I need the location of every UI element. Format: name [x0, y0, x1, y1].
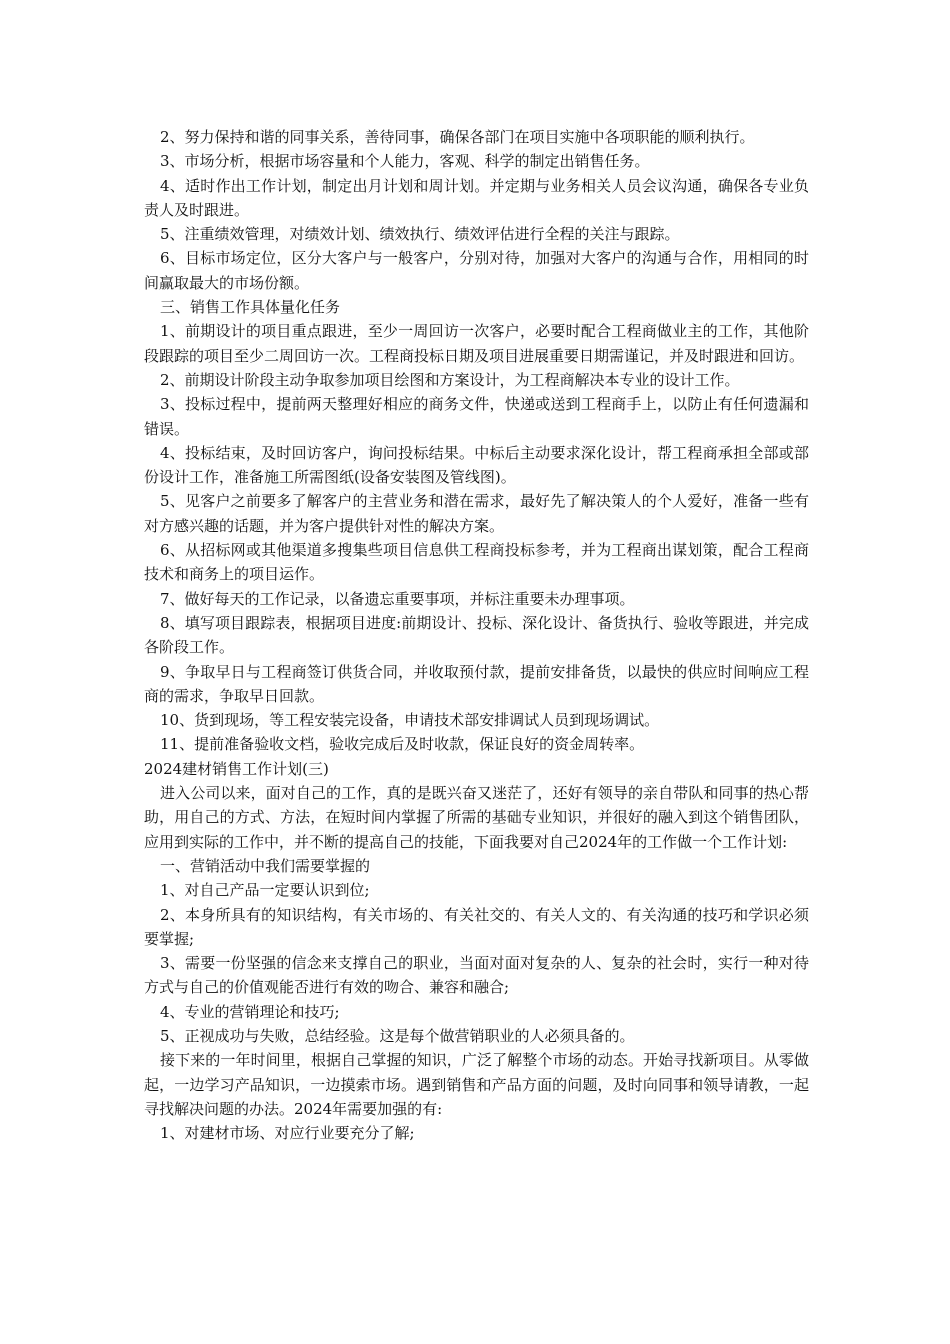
plan-title: 2024建材销售工作计划(三): [144, 759, 329, 778]
task-item-1: 1、前期设计的项目重点跟进，至少一周回访一次客户，必要时配合工程商做业主的工作，其他阶段跟踪的项目至少二周回访一次。工程商投标日期及项目进展重要日期需谨记，并及时跟进和回访。: [144, 322, 809, 365]
improvement-item-1: 1、对建材市场、对应行业要充分了解;: [160, 1124, 415, 1143]
task-item-5: 5、见客户之前要多了解客户的主营业务和潜在需求，最好先了解决策人的个人爱好，准备一些有对方感兴趣的话题，并为客户提供针对性的解决方案。: [144, 492, 809, 535]
paragraph-item-2: 2、努力保持和谐的同事关系，善待同事，确保各部门在项目实施中各项职能的顺利执行。: [160, 128, 755, 146]
marketing-item-5: 5、正视成功与失败，总结经验。这是每个做营销职业的人必须具备的。: [160, 1026, 635, 1045]
task-item-4: 4、投标结束，及时回访客户，询问投标结果。中标后主动要求深化设计，帮工程商承担全部或部份设计工作，准备施工所需图纸(设备安装图及管线图)。: [144, 443, 809, 487]
paragraph-item-6: 6、目标市场定位，区分大客户与一般客户，分别对待，加强对大客户的沟通与合作，用相同的时间赢取最大的市场份额。: [144, 249, 809, 292]
task-item-2: 2、前期设计阶段主动争取参加项目绘图和方案设计，为工程商解决本专业的设计工作。: [160, 370, 740, 389]
marketing-item-3: 3、需要一份坚强的信念来支撑自己的职业，当面对面对复杂的人、复杂的社会时，实行一种对待方式与自己的价值观能否进行有效的吻合、兼容和融合;: [144, 954, 809, 997]
task-item-9: 9、争取早日与工程商签订供货合同，并收取预付款，提前安排备货，以最快的供应时间响应工程商的需求，争取早日回款。: [144, 662, 809, 705]
paragraph-item-5: 5、注重绩效管理，对绩效计划、绩效执行、绩效评估进行全程的关注与跟踪。: [160, 225, 680, 244]
task-item-3: 3、投标过程中，提前两天整理好相应的商务文件，快递或送到工程商手上，以防止有任何遗漏和错误。: [144, 395, 809, 438]
intro-paragraph: 进入公司以来，面对自己的工作，真的是既兴奋又迷茫了，还好有领导的亲自带队和同事的热心帮助，用自己的方式、方法，在短时间内掌握了所需的基础专业知识，并很好的融入到这个销售团队，应用到实际的工作中，并不断的提高自己的技能，下面我要对自己2024年的工作做一个工作计划:: [144, 784, 809, 851]
task-item-10: 10、货到现场，等工程安装完设备，申请技术部安排调试人员到现场调试。: [160, 711, 660, 730]
next-year-paragraph: 接下来的一年时间里，根据自己掌握的知识，广泛了解整个市场的动态。开始寻找新项目。从零做起，一边学习产品知识，一边摸索市场。遇到销售和产品方面的问题，及时向同事和领导请教，一起寻找解决问题的办法。2024年需要加强的有:: [144, 1051, 809, 1118]
paragraph-item-3: 3、市场分析，根据市场容量和个人能力，客观、科学的制定出销售任务。: [160, 152, 650, 171]
task-item-8: 8、填写项目跟踪表，根据项目进度:前期设计、投标、深化设计、备货执行、验收等跟进，并完成各阶段工作。: [144, 613, 809, 657]
task-item-7: 7、做好每天的工作记录，以备遗忘重要事项，并标注重要未办理事项。: [160, 589, 635, 608]
paragraph-item-4: 4、适时作出工作计划，制定出月计划和周计划。并定期与业务相关人员会议沟通，确保各专业负责人及时跟进。: [144, 176, 809, 219]
marketing-item-4: 4、专业的营销理论和技巧;: [160, 1002, 340, 1021]
marketing-item-1: 1、对自己产品一定要认识到位;: [160, 881, 370, 900]
section-heading-quantified-tasks: 三、销售工作具体量化任务: [160, 298, 341, 317]
section-heading-marketing: 一、营销活动中我们需要掌握的: [160, 856, 371, 875]
marketing-item-2: 2、本身所具有的知识结构，有关市场的、有关社交的、有关人文的、有关沟通的技巧和学识必须要掌握;: [144, 905, 809, 948]
task-item-11: 11、提前准备验收文档，验收完成后及时收款，保证良好的资金周转率。: [160, 735, 645, 754]
task-item-6: 6、从招标网或其他渠道多搜集些项目信息供工程商投标参考，并为工程商出谋划策，配合工程商技术和商务上的项目运作。: [144, 541, 809, 584]
document-page: [144, 125, 809, 1145]
